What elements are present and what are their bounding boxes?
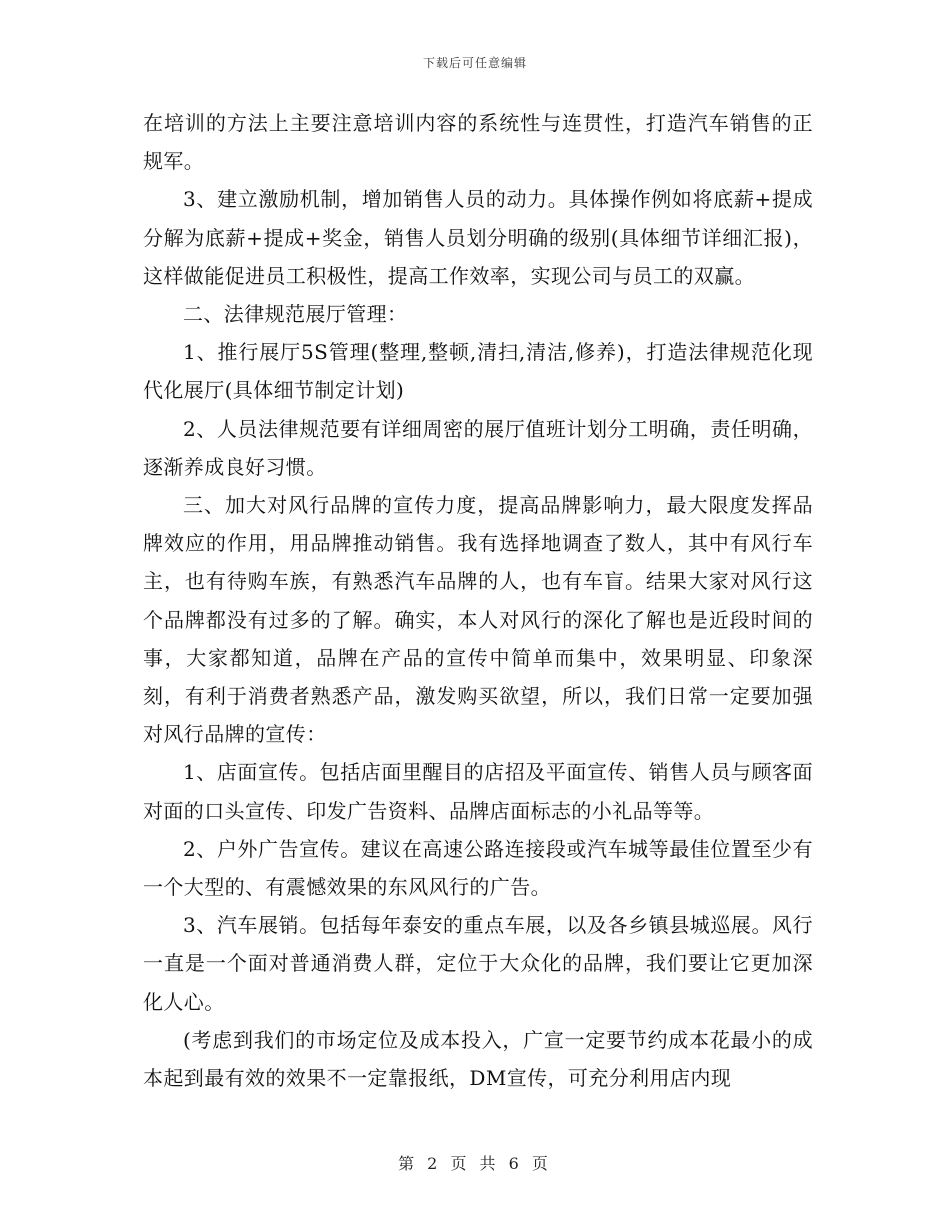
paragraph-7: 1、店面宣传。包括店面里醒目的店招及平面宣传、销售人员与顾客面对面的口头宣传、印发广告资料、品牌店面标志的小礼品等等。 [143, 760, 813, 823]
paragraph-5: 2、人员法律规范要有详细周密的展厅值班计划分工明确，责任明确，逐渐养成良好习惯。 [143, 416, 813, 479]
paragraph-9: 3、汽车展销。包括每年泰安的重点车展，以及各乡镇县城巡展。风行一直是一个面对普通消费人群，定位于大众化的品牌，我们要让它更加深化人心。 [143, 913, 813, 1014]
paragraph-10: (考虑到我们的市场定位及成本投入，广宣一定要节约成本花最小的成本起到最有效的效果不一定靠报纸，DM宣传，可充分利用店内现 [143, 1027, 813, 1091]
paragraph-8: 2、户外广告宣传。建议在高速公路连接段或汽车城等最佳位置至少有一个大型的、有震憾效果的东风风行的广告。 [143, 836, 813, 900]
paragraph-2: 3、建立激励机制，增加销售人员的动力。具体操作例如将底薪+提成分解为底薪+提成+奖金，销售人员划分明确的级别(具体细节详细汇报)，这样做能促进员工积极性，提高工作效率，实现公司与员工的双赢。 [143, 187, 813, 288]
document-body [143, 104, 813, 1097]
paragraph-1: 在培训的方法上主要注意培训内容的系统性与连贯性，打造汽车销售的正规军。 [143, 111, 813, 174]
section-heading-2: 二、法律规范展厅管理： [183, 302, 408, 327]
section-heading-3: 三、加大对风行品牌的宣传力度，提高品牌影响力，最大限度发挥品牌效应的作用，用品牌推动销售。我有选择地调查了数人，其中有风行车主，也有待购车族，有熟悉汽车品牌的人，也有车盲。结果大家对风行这个品牌都没有过多的了解。确实，本人对风行的深化了解也是近段时间的事，大家都知道，品牌在产品的宣传中简单而集中，效果明显、印象深刻，有利于消费者熟悉产品，激发购买欲望，所以，我们日常一定要加强对风行品牌的宣传： [143, 493, 813, 747]
paragraph-4: 1、推行展厅5S管理(整理,整顿,清扫,清洁,修养)，打造法律规范化现代化展厅(具体细节制定计划) [143, 340, 813, 403]
page-footer: 第 2 页 共 6 页 [398, 1154, 552, 1173]
page-header: 下载后可任意编辑 [422, 56, 527, 70]
